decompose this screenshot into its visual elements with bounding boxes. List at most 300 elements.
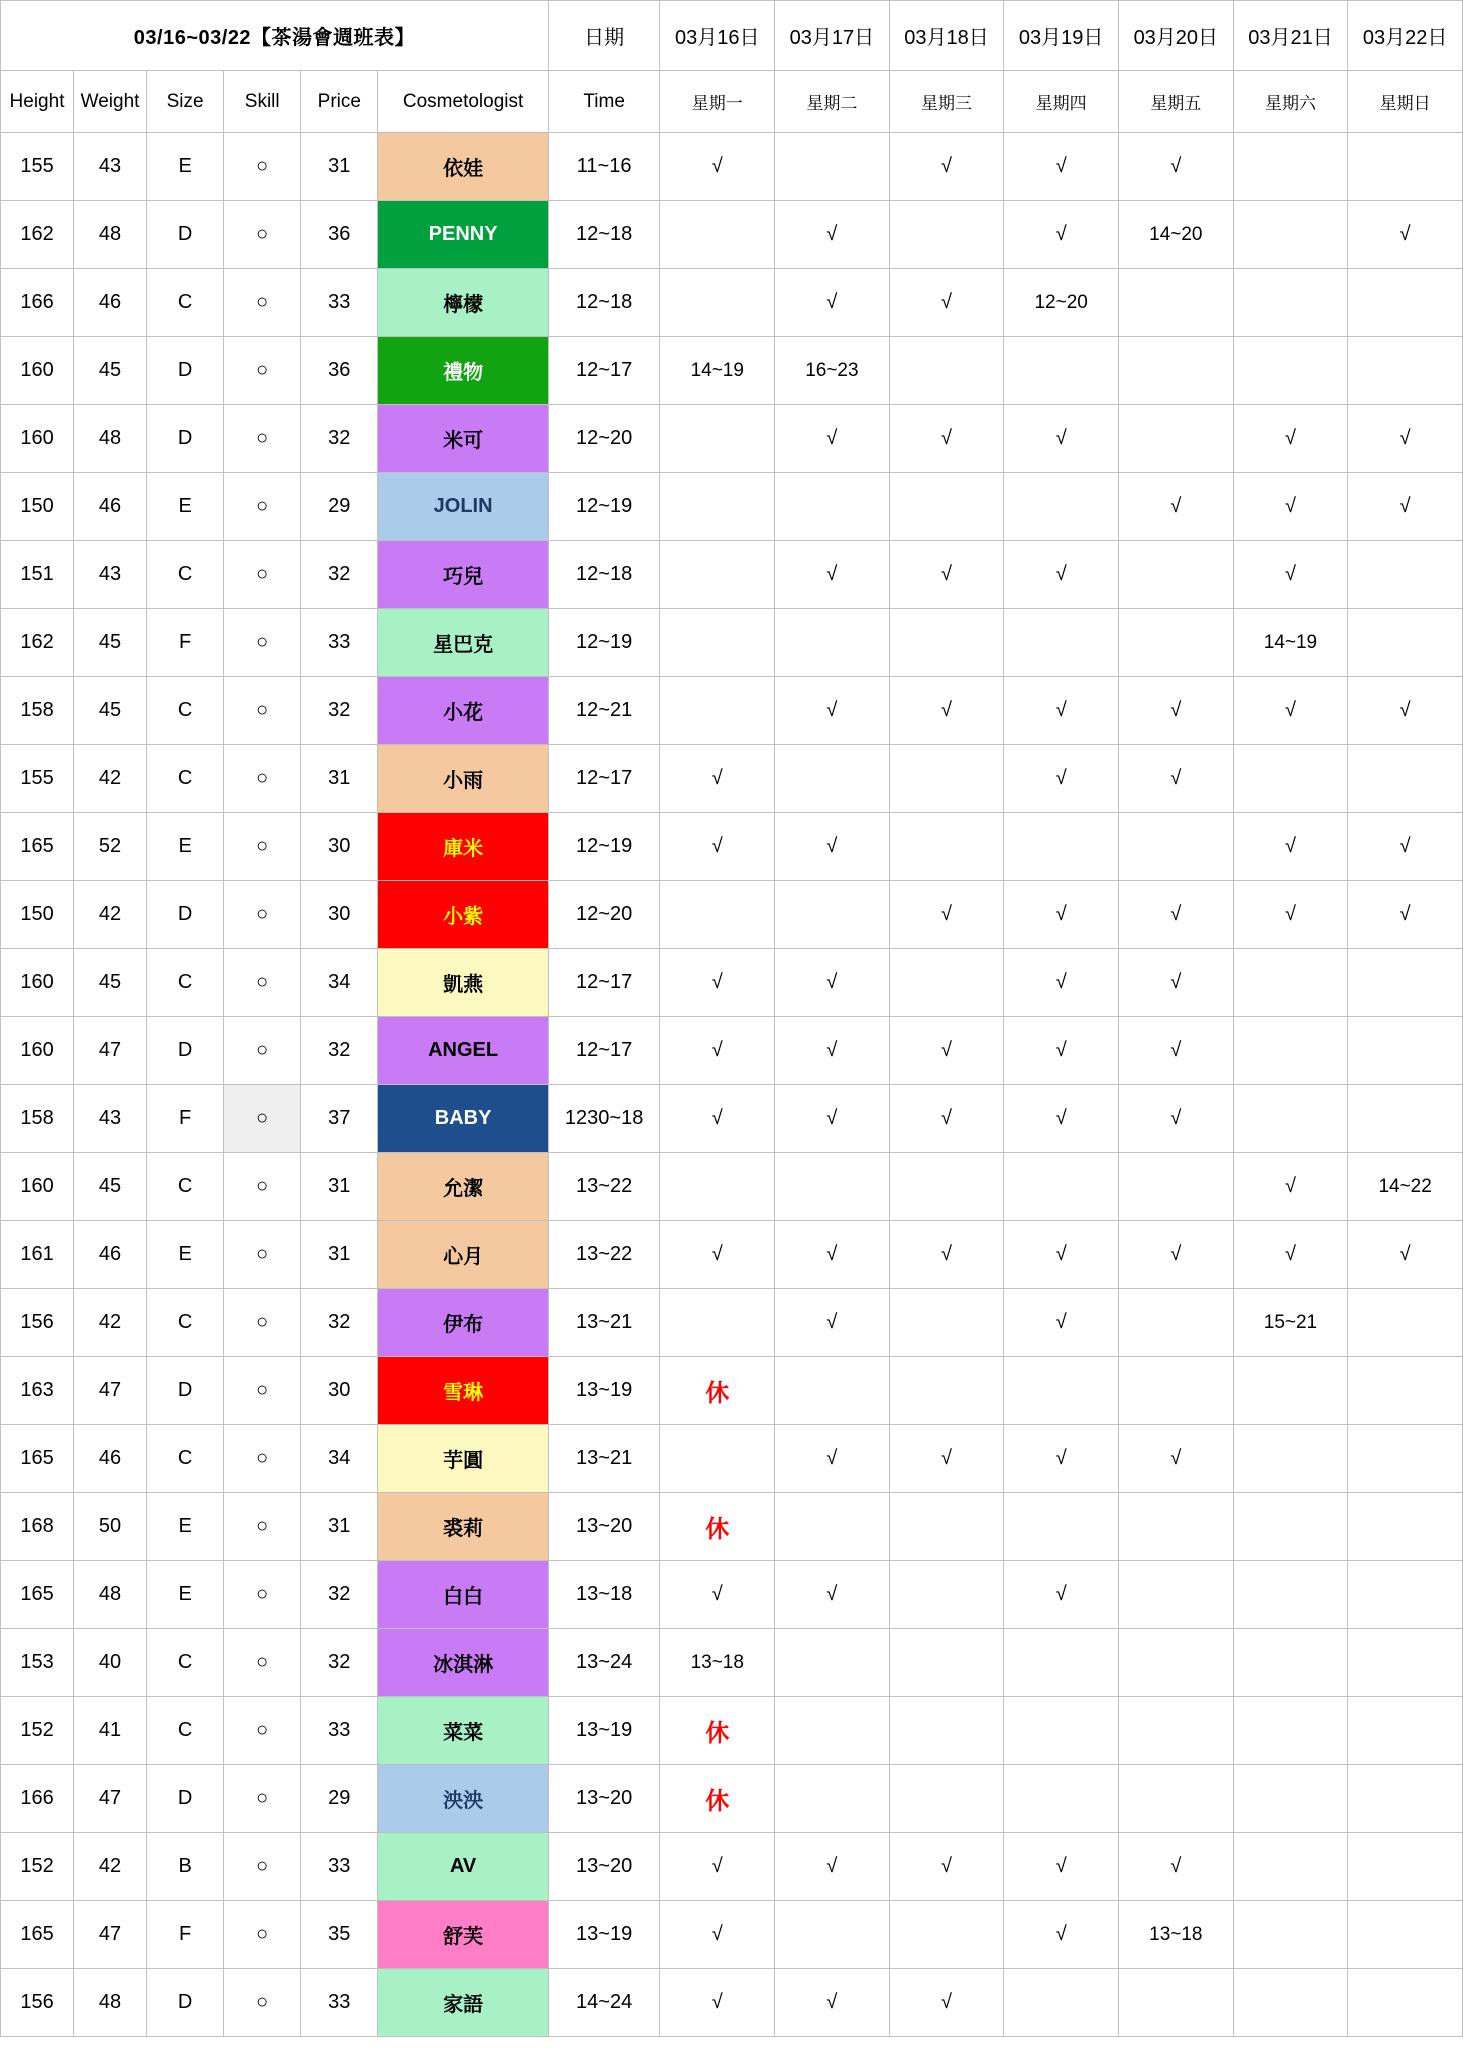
cell-height: 166 (1, 269, 74, 337)
cell-day-6: √ (1348, 201, 1463, 269)
cell-skill: ○ (224, 1153, 301, 1221)
cell-day-3 (1004, 1629, 1119, 1697)
cell-day-3: √ (1004, 133, 1119, 201)
cell-weight: 47 (74, 1901, 147, 1969)
weekday-header-6: 星期日 (1348, 71, 1463, 133)
cell-skill: ○ (224, 1765, 301, 1833)
cell-day-5 (1233, 1561, 1348, 1629)
cell-day-3: √ (1004, 677, 1119, 745)
cell-cosmetologist-name: 冰淇淋 (378, 1629, 549, 1697)
cell-day-4 (1119, 1561, 1234, 1629)
cell-day-2: √ (889, 1833, 1004, 1901)
cell-cosmetologist-name: 巧兒 (378, 541, 549, 609)
cell-day-6 (1348, 1697, 1463, 1765)
cell-price: 37 (301, 1085, 378, 1153)
cell-day-5 (1233, 745, 1348, 813)
cell-day-2: √ (889, 881, 1004, 949)
cell-day-0 (660, 473, 775, 541)
cell-day-5: √ (1233, 541, 1348, 609)
cell-cosmetologist-name: 家語 (378, 1969, 549, 2037)
cell-height: 151 (1, 541, 74, 609)
cell-day-2: √ (889, 133, 1004, 201)
cell-height: 152 (1, 1697, 74, 1765)
cell-day-1: √ (775, 405, 890, 473)
cell-skill: ○ (224, 1221, 301, 1289)
cell-cosmetologist-name: 伊布 (378, 1289, 549, 1357)
table-row (1, 201, 1463, 269)
cell-day-3: √ (1004, 1833, 1119, 1901)
cell-time: 13~18 (548, 1561, 660, 1629)
cell-day-6 (1348, 133, 1463, 201)
cell-price: 32 (301, 677, 378, 745)
cell-day-3: 12~20 (1004, 269, 1119, 337)
cell-price: 31 (301, 745, 378, 813)
table-row (1, 473, 1463, 541)
cell-day-4: √ (1119, 473, 1234, 541)
cell-skill: ○ (224, 609, 301, 677)
cell-day-3: √ (1004, 1221, 1119, 1289)
cell-day-3: √ (1004, 1901, 1119, 1969)
cell-day-6: 14~22 (1348, 1153, 1463, 1221)
cell-height: 156 (1, 1969, 74, 2037)
cell-size: F (147, 1085, 224, 1153)
cell-price: 32 (301, 405, 378, 473)
cell-day-4 (1119, 1969, 1234, 2037)
table-row (1, 745, 1463, 813)
cell-time: 13~21 (548, 1289, 660, 1357)
cell-day-0: √ (660, 745, 775, 813)
cell-day-5 (1233, 1901, 1348, 1969)
cell-cosmetologist-name: 檸檬 (378, 269, 549, 337)
cell-day-3 (1004, 473, 1119, 541)
cell-day-3: √ (1004, 745, 1119, 813)
cell-day-0: √ (660, 1085, 775, 1153)
cell-day-4 (1119, 609, 1234, 677)
cell-day-2: √ (889, 405, 1004, 473)
cell-day-6 (1348, 541, 1463, 609)
cell-cosmetologist-name: 小花 (378, 677, 549, 745)
cell-skill: ○ (224, 1493, 301, 1561)
cell-day-3: √ (1004, 1289, 1119, 1357)
cell-day-0: 休 (660, 1357, 775, 1425)
cell-day-1: √ (775, 1561, 890, 1629)
col-header-size: Size (147, 71, 224, 133)
cell-height: 161 (1, 1221, 74, 1289)
cell-height: 162 (1, 609, 74, 677)
cell-weight: 45 (74, 337, 147, 405)
cell-day-4: 13~18 (1119, 1901, 1234, 1969)
table-row (1, 1357, 1463, 1425)
cell-weight: 46 (74, 473, 147, 541)
cell-weight: 45 (74, 677, 147, 745)
cell-size: D (147, 1765, 224, 1833)
cell-price: 36 (301, 337, 378, 405)
cell-day-2 (889, 201, 1004, 269)
cell-day-2: √ (889, 1221, 1004, 1289)
cell-day-0 (660, 609, 775, 677)
date-cell-1: 03月17日 (775, 1, 890, 71)
cell-weight: 48 (74, 201, 147, 269)
cell-day-2 (889, 1289, 1004, 1357)
cell-height: 166 (1, 1765, 74, 1833)
cell-cosmetologist-name: 依娃 (378, 133, 549, 201)
cell-price: 30 (301, 881, 378, 949)
cell-height: 158 (1, 677, 74, 745)
cell-day-1 (775, 473, 890, 541)
cell-day-4: √ (1119, 1085, 1234, 1153)
cell-day-6 (1348, 745, 1463, 813)
table-row (1, 269, 1463, 337)
cell-size: E (147, 133, 224, 201)
cell-price: 33 (301, 1969, 378, 2037)
cell-day-1: √ (775, 1221, 890, 1289)
cell-skill: ○ (224, 1969, 301, 2037)
table-row (1, 1697, 1463, 1765)
cell-day-3 (1004, 337, 1119, 405)
cell-day-4 (1119, 405, 1234, 473)
cell-size: B (147, 1833, 224, 1901)
table-row (1, 949, 1463, 1017)
cell-height: 165 (1, 1425, 74, 1493)
cell-day-2: √ (889, 1085, 1004, 1153)
cell-day-0 (660, 1425, 775, 1493)
cell-day-2: √ (889, 677, 1004, 745)
cell-cosmetologist-name: 庫米 (378, 813, 549, 881)
cell-day-5 (1233, 1765, 1348, 1833)
cell-day-5 (1233, 1017, 1348, 1085)
cell-day-1: √ (775, 677, 890, 745)
cell-day-0: √ (660, 949, 775, 1017)
date-header-label: 日期 (548, 1, 660, 71)
cell-day-5: √ (1233, 1153, 1348, 1221)
cell-day-4 (1119, 269, 1234, 337)
cell-skill: ○ (224, 1833, 301, 1901)
cell-time: 12~17 (548, 745, 660, 813)
cell-day-6: √ (1348, 881, 1463, 949)
col-header-price: Price (301, 71, 378, 133)
cell-day-4 (1119, 1629, 1234, 1697)
col-header-cosmetologist: Cosmetologist (378, 71, 549, 133)
cell-day-4 (1119, 541, 1234, 609)
cell-cosmetologist-name: 星巴克 (378, 609, 549, 677)
cell-cosmetologist-name: ANGEL (378, 1017, 549, 1085)
cell-cosmetologist-name: PENNY (378, 201, 549, 269)
cell-day-5 (1233, 1833, 1348, 1901)
cell-day-3: √ (1004, 1425, 1119, 1493)
table-row (1, 1629, 1463, 1697)
cell-day-1 (775, 1629, 890, 1697)
cell-cosmetologist-name: 芋圓 (378, 1425, 549, 1493)
cell-price: 32 (301, 541, 378, 609)
cell-day-2 (889, 1901, 1004, 1969)
cell-time: 13~24 (548, 1629, 660, 1697)
cell-height: 152 (1, 1833, 74, 1901)
cell-time: 13~20 (548, 1833, 660, 1901)
cell-height: 156 (1, 1289, 74, 1357)
cell-day-0: √ (660, 1017, 775, 1085)
cell-weight: 42 (74, 1289, 147, 1357)
cell-day-4 (1119, 1289, 1234, 1357)
cell-price: 32 (301, 1289, 378, 1357)
cell-size: C (147, 745, 224, 813)
cell-day-0: √ (660, 813, 775, 881)
cell-day-5 (1233, 949, 1348, 1017)
cell-height: 160 (1, 949, 74, 1017)
cell-day-0 (660, 269, 775, 337)
cell-time: 1230~18 (548, 1085, 660, 1153)
cell-day-6 (1348, 1289, 1463, 1357)
cell-price: 30 (301, 813, 378, 881)
table-row (1, 1425, 1463, 1493)
date-cell-2: 03月18日 (889, 1, 1004, 71)
cell-cosmetologist-name: 舒芙 (378, 1901, 549, 1969)
cell-day-4 (1119, 1697, 1234, 1765)
cell-day-4 (1119, 1153, 1234, 1221)
cell-skill: ○ (224, 269, 301, 337)
col-header-time: Time (548, 71, 660, 133)
cell-day-4: √ (1119, 1833, 1234, 1901)
cell-cosmetologist-name: 裘莉 (378, 1493, 549, 1561)
date-cell-4: 03月20日 (1119, 1, 1234, 71)
cell-skill: ○ (224, 745, 301, 813)
cell-day-5 (1233, 269, 1348, 337)
cell-day-1: √ (775, 949, 890, 1017)
cell-height: 158 (1, 1085, 74, 1153)
cell-price: 33 (301, 269, 378, 337)
cell-day-4: √ (1119, 133, 1234, 201)
cell-skill: ○ (224, 1085, 301, 1153)
cell-day-5 (1233, 1085, 1348, 1153)
cell-day-2 (889, 473, 1004, 541)
cell-day-4: √ (1119, 1017, 1234, 1085)
cell-day-5: √ (1233, 405, 1348, 473)
cell-height: 160 (1, 1017, 74, 1085)
cell-height: 155 (1, 745, 74, 813)
cell-skill: ○ (224, 1561, 301, 1629)
cell-height: 160 (1, 337, 74, 405)
cell-day-4: √ (1119, 1221, 1234, 1289)
cell-day-1 (775, 1765, 890, 1833)
cell-day-2 (889, 949, 1004, 1017)
cell-time: 13~21 (548, 1425, 660, 1493)
cell-day-2: √ (889, 541, 1004, 609)
cell-weight: 52 (74, 813, 147, 881)
cell-day-3: √ (1004, 1017, 1119, 1085)
cell-skill: ○ (224, 1697, 301, 1765)
table-row (1, 1493, 1463, 1561)
cell-day-0: 休 (660, 1697, 775, 1765)
table-row (1, 1561, 1463, 1629)
cell-size: D (147, 881, 224, 949)
cell-price: 33 (301, 1833, 378, 1901)
cell-cosmetologist-name: BABY (378, 1085, 549, 1153)
cell-day-1: √ (775, 1833, 890, 1901)
cell-day-5 (1233, 1425, 1348, 1493)
cell-height: 162 (1, 201, 74, 269)
cell-day-5: √ (1233, 677, 1348, 745)
weekday-header-2: 星期三 (889, 71, 1004, 133)
cell-skill: ○ (224, 1901, 301, 1969)
cell-price: 31 (301, 1493, 378, 1561)
cell-day-1: √ (775, 1289, 890, 1357)
cell-day-6 (1348, 337, 1463, 405)
cell-time: 13~22 (548, 1153, 660, 1221)
cell-weight: 43 (74, 133, 147, 201)
cell-day-6: √ (1348, 473, 1463, 541)
cell-day-4 (1119, 813, 1234, 881)
cell-size: D (147, 1017, 224, 1085)
cell-day-5: √ (1233, 881, 1348, 949)
cell-price: 32 (301, 1561, 378, 1629)
table-row (1, 677, 1463, 745)
cell-day-1 (775, 133, 890, 201)
cell-size: C (147, 677, 224, 745)
cell-day-0: √ (660, 133, 775, 201)
cell-day-0: √ (660, 1561, 775, 1629)
cell-weight: 40 (74, 1629, 147, 1697)
cell-price: 33 (301, 1697, 378, 1765)
cell-time: 12~17 (548, 1017, 660, 1085)
cell-height: 165 (1, 813, 74, 881)
cell-day-0 (660, 201, 775, 269)
cell-weight: 47 (74, 1017, 147, 1085)
cell-day-3: √ (1004, 881, 1119, 949)
cell-price: 31 (301, 1153, 378, 1221)
cell-time: 12~19 (548, 609, 660, 677)
cell-day-3 (1004, 1765, 1119, 1833)
cell-skill: ○ (224, 1289, 301, 1357)
cell-day-5: √ (1233, 813, 1348, 881)
cell-price: 31 (301, 1221, 378, 1289)
cell-weight: 42 (74, 1833, 147, 1901)
cell-day-6 (1348, 949, 1463, 1017)
cell-size: D (147, 337, 224, 405)
cell-cosmetologist-name: 白白 (378, 1561, 549, 1629)
cell-cosmetologist-name: AV (378, 1833, 549, 1901)
cell-cosmetologist-name: 小紫 (378, 881, 549, 949)
table-row (1, 609, 1463, 677)
cell-weight: 45 (74, 949, 147, 1017)
cell-weight: 50 (74, 1493, 147, 1561)
cell-weight: 46 (74, 1221, 147, 1289)
cell-cosmetologist-name: 米可 (378, 405, 549, 473)
cell-day-4 (1119, 1357, 1234, 1425)
cell-time: 12~18 (548, 541, 660, 609)
cell-price: 29 (301, 473, 378, 541)
cell-weight: 41 (74, 1697, 147, 1765)
cell-height: 160 (1, 1153, 74, 1221)
cell-time: 12~19 (548, 813, 660, 881)
cell-day-3 (1004, 1493, 1119, 1561)
cell-price: 36 (301, 201, 378, 269)
cell-weight: 43 (74, 541, 147, 609)
cell-size: C (147, 541, 224, 609)
cell-skill: ○ (224, 813, 301, 881)
cell-day-2 (889, 745, 1004, 813)
date-cell-3: 03月19日 (1004, 1, 1119, 71)
cell-height: 155 (1, 133, 74, 201)
cell-day-2 (889, 1561, 1004, 1629)
cell-day-0: 14~19 (660, 337, 775, 405)
table-row (1, 1085, 1463, 1153)
cell-size: D (147, 405, 224, 473)
cell-price: 34 (301, 949, 378, 1017)
cell-day-4: √ (1119, 1425, 1234, 1493)
cell-time: 13~20 (548, 1493, 660, 1561)
cell-day-2 (889, 813, 1004, 881)
cell-price: 29 (301, 1765, 378, 1833)
cell-height: 150 (1, 881, 74, 949)
weekday-header-1: 星期二 (775, 71, 890, 133)
cell-weight: 47 (74, 1765, 147, 1833)
cell-size: D (147, 1357, 224, 1425)
cell-height: 150 (1, 473, 74, 541)
cell-size: C (147, 269, 224, 337)
cell-weight: 48 (74, 1561, 147, 1629)
cell-weight: 45 (74, 609, 147, 677)
cell-day-0 (660, 405, 775, 473)
table-row (1, 337, 1463, 405)
weekday-header-0: 星期一 (660, 71, 775, 133)
cell-time: 12~17 (548, 949, 660, 1017)
cell-day-1 (775, 1697, 890, 1765)
cell-day-3 (1004, 609, 1119, 677)
cell-day-5 (1233, 337, 1348, 405)
cell-day-1: √ (775, 813, 890, 881)
cell-day-6 (1348, 1493, 1463, 1561)
table-row (1, 881, 1463, 949)
cell-size: E (147, 473, 224, 541)
cell-day-2 (889, 1493, 1004, 1561)
cell-day-1: 16~23 (775, 337, 890, 405)
cell-cosmetologist-name: JOLIN (378, 473, 549, 541)
cell-time: 12~20 (548, 405, 660, 473)
cell-size: C (147, 1153, 224, 1221)
table-row (1, 133, 1463, 201)
cell-day-4: 14~20 (1119, 201, 1234, 269)
table-row (1, 1901, 1463, 1969)
cell-skill: ○ (224, 405, 301, 473)
table-row (1, 1833, 1463, 1901)
cell-height: 165 (1, 1901, 74, 1969)
weekday-header-5: 星期六 (1233, 71, 1348, 133)
cell-day-5 (1233, 133, 1348, 201)
cell-day-2 (889, 1697, 1004, 1765)
cell-day-5: √ (1233, 473, 1348, 541)
cell-day-2 (889, 1765, 1004, 1833)
cell-time: 12~18 (548, 201, 660, 269)
cell-size: C (147, 949, 224, 1017)
cell-day-3: √ (1004, 949, 1119, 1017)
cell-size: E (147, 1221, 224, 1289)
cell-size: E (147, 813, 224, 881)
cell-height: 165 (1, 1561, 74, 1629)
cell-day-6 (1348, 609, 1463, 677)
cell-skill: ○ (224, 133, 301, 201)
cell-skill: ○ (224, 677, 301, 745)
cell-time: 11~16 (548, 133, 660, 201)
cell-day-4: √ (1119, 677, 1234, 745)
cell-day-1: √ (775, 1017, 890, 1085)
cell-price: 31 (301, 133, 378, 201)
cell-weight: 48 (74, 1969, 147, 2037)
cell-weight: 46 (74, 1425, 147, 1493)
cell-day-3: √ (1004, 1085, 1119, 1153)
cell-day-5 (1233, 1629, 1348, 1697)
cell-cosmetologist-name: 小雨 (378, 745, 549, 813)
cell-day-6 (1348, 1017, 1463, 1085)
table-row (1, 1765, 1463, 1833)
